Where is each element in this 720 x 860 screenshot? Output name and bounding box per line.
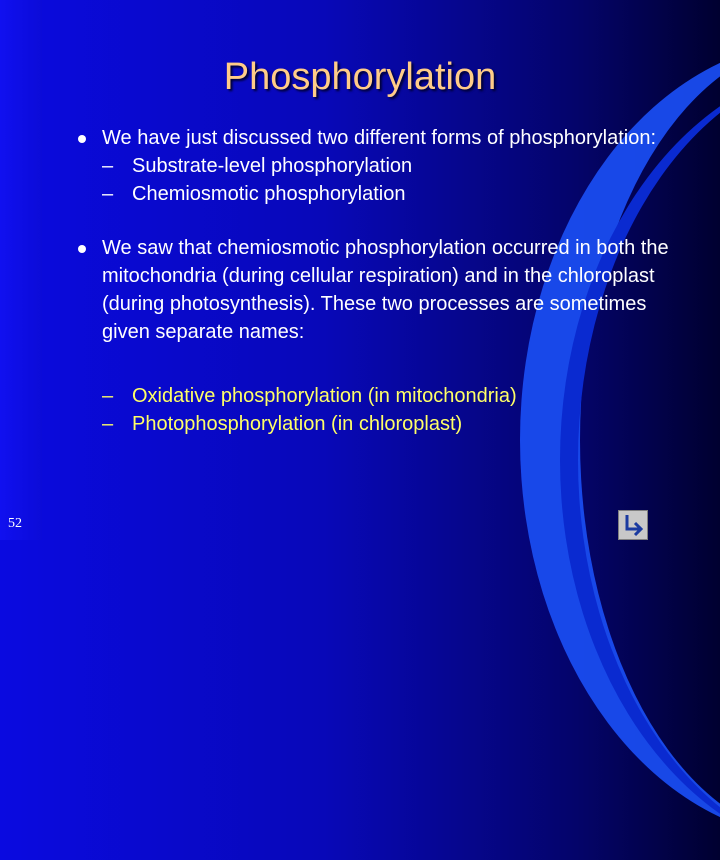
dash: – bbox=[102, 183, 114, 205]
sub-item bbox=[78, 152, 678, 180]
return-button[interactable] bbox=[618, 510, 648, 540]
bullet-item bbox=[78, 234, 678, 346]
sub-item-text: Photophosphorylation (in chloroplast) bbox=[132, 413, 463, 435]
sub-item-text: Substrate-level phosphorylation bbox=[132, 155, 413, 177]
slide-title: Phosphorylation bbox=[223, 56, 497, 98]
sub-item-text: Chemiosmotic phosphorylation bbox=[132, 183, 406, 205]
dash: – bbox=[102, 413, 114, 435]
bullet-text: We saw that chemiosmotic phosphorylation occurred in both the mitochondria (during cellular respiration) and in the chloroplast (during photosynthesis). These two processes are sometimes given separate names: bbox=[102, 237, 669, 343]
bullet-dot bbox=[78, 135, 86, 143]
sub-item bbox=[78, 180, 678, 208]
bullet-dot bbox=[78, 245, 86, 253]
sub-item-text: Oxidative phosphorylation (in mitochondria) bbox=[132, 385, 517, 407]
page-number: 52 bbox=[8, 516, 22, 531]
sub-item bbox=[78, 410, 678, 438]
dash: – bbox=[102, 385, 114, 407]
return-arrow-icon bbox=[619, 511, 647, 539]
bullet-text: We have just discussed two different forms of phosphorylation: bbox=[102, 127, 656, 149]
dash: – bbox=[102, 155, 114, 177]
sub-item bbox=[78, 382, 678, 410]
bullet-item bbox=[78, 124, 678, 152]
slide-content bbox=[78, 124, 678, 438]
